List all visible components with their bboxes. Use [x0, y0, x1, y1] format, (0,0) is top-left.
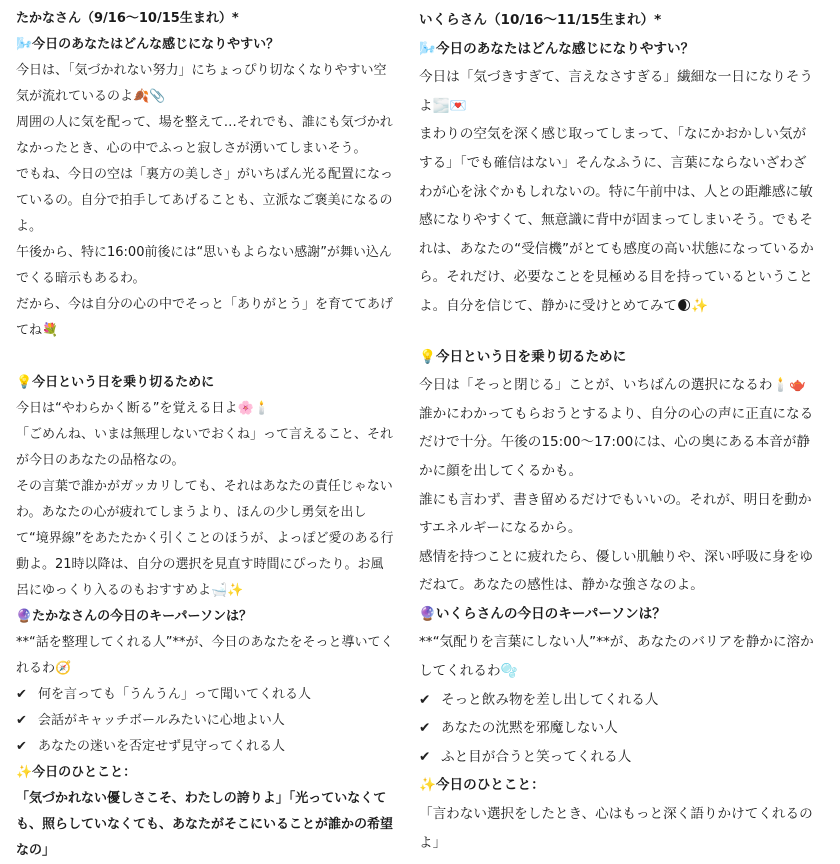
left-mood-paragraph-5: だから、今は自分の心の中でそっと「ありがとう」を育ててあげてね💐 — [16, 297, 394, 338]
check-icon: ✔ — [16, 739, 27, 754]
left-mood-paragraph-2: 周囲の人に気を配って、場を整えて…それでも、誰にも気づかれなかったとき、心の中でふっと寂しさが湧いてしまいそう。 — [16, 115, 393, 156]
left-keyperson-paragraph: **“話を整理してくれる人”**が、今日のあなたをそっと導いてくれるわ🧭 — [16, 635, 394, 676]
left-spacer — [16, 344, 396, 370]
left-header: たかなさん（9/16〜10/15生まれ）* — [16, 11, 239, 26]
right-mood-paragraph-1: 今日は「気づきすぎて、言えなさすぎる」繊細な一日になりそうよ🌫️💌 — [419, 69, 813, 114]
right-header: いくらさん（10/16〜11/15生まれ）* — [419, 12, 662, 28]
left-phrase-quote: 「気づかれない優しさこそ、わたしの誇りよ」「光っていなくても、照らしていなくても、あなたがそこにいることが誰かの希望なの」 — [16, 791, 394, 858]
right-mood-paragraph-2: まわりの空気を深く感じ取ってしまって、「なにかおかしい気がする」「でも確信はない」そんなふうに、言葉にならないざわざわが心を泳ぐかもしれないの。特に午前中は、人との距離感に敏感になりやすくて、無意識に背中が固まってしまいそう。でもそれは、あなたの“受信機”がとても感度の高い状態になっているから。それだけ、必要なことを見極める目を持っているということよ。自分を信じて、静かに受けとめてみて🌒✨ — [419, 126, 814, 314]
right-column — [419, 6, 817, 857]
left-keyperson-item: ✔ 会話がキャッチボールみたいに心地よい人 — [16, 708, 396, 734]
left-mood-paragraph-1: 今日は、「気づかれない努力」にちょっぴり切なくなりやすい空気が流れているのよ🍂📎 — [16, 63, 387, 104]
check-icon: ✔ — [419, 720, 431, 737]
left-section-keyperson-heading: 🔮たかなさんの今日のキーパーソンは？ — [16, 609, 253, 624]
check-icon: ✔ — [419, 748, 431, 765]
left-mood-paragraph-3: でもね、今日の空は「裏方の美しさ」がいちばん光る配置になっているの。自分で拍手してあげることも、立派なご褒美になるのよ。 — [16, 167, 394, 234]
right-tips-paragraph-3: 誰にも言わず、書き留めるだけでもいいの。それが、明日を動かすエネルギーになるから。 — [419, 491, 812, 537]
right-section-tips-heading: 💡今日という日を乗り切るために — [419, 348, 627, 365]
right-keyperson-paragraph: **“気配りを言葉にしない人”**が、あなたのバリアを静かに溶かしてくれるわ🫧 — [419, 634, 814, 680]
check-icon: ✔ — [16, 713, 27, 728]
left-tips-paragraph-1: 今日は“やわらかく断る”を覚える日よ🌸🕯️ — [16, 401, 270, 416]
left-column — [16, 6, 396, 864]
left-section-tips-heading: 💡今日という日を乗り切るために — [16, 375, 215, 390]
check-icon: ✔ — [16, 687, 27, 702]
left-section-mood-heading: 🌬️今日のあなたはどんな感じになりやすい？ — [16, 37, 280, 52]
left-tips-paragraph-2: 「ごめんね、いまは無理しないでおくね」って言えること、それが今日のあなたの品格なの。 — [16, 427, 394, 468]
right-tips-paragraph-1: 今日は「そっと閉じる」ことが、いちばんの選択になるわ🕯️🫖 — [419, 377, 807, 394]
left-keyperson-item: ✔ あなたの迷いを否定せず見守ってくれる人 — [16, 734, 396, 760]
right-keyperson-item: ✔ ふと目が合うと笑ってくれる人 — [419, 743, 817, 772]
left-tips-paragraph-3: その言葉で誰かがガッカリしても、それはあなたの責任じゃないわ。あなたの心が疲れてしまうより、ほんの少し勇気を出して“境界線”をあたたかく引くことのほうが、よっぽど愛のある行動よ。21時以降は、自分の選択を見直す時間にぴったり。お風呂にゆっくり入るのもおすすめよ🛁✨ — [16, 479, 394, 598]
right-section-mood-heading: 🌬️今日のあなたはどんな感じになりやすい？ — [419, 40, 695, 57]
right-phrase-quote: 「言わない選択をしたとき、心はもっと深く語りかけてくれるのよ」 — [419, 806, 813, 851]
left-keyperson-item: ✔ 何を言っても「うんうん」って聞いてくれる人 — [16, 682, 396, 708]
right-section-phrase-heading: ✨今日のひとこと： — [419, 777, 545, 794]
check-icon: ✔ — [419, 691, 431, 708]
left-section-phrase-heading: ✨今日のひとこと： — [16, 765, 137, 780]
right-keyperson-item: ✔ そっと飲み物を差し出してくれる人 — [419, 686, 817, 715]
left-mood-paragraph-4: 午後から、特に16:00前後には“思いもよらない感謝”が舞い込んでくる暗示もあるわ。 — [16, 245, 392, 286]
right-section-keyperson-heading: 🔮いくらさんの今日のキーパーソンは？ — [419, 605, 666, 622]
right-tips-paragraph-4: 感情を持つことに疲れたら、優しい肌触りや、深い呼吸に身をゆだねて。あなたの感性は、静かな強さなのよ。 — [419, 548, 813, 594]
right-keyperson-item: ✔ あなたの沈黙を邪魔しない人 — [419, 714, 817, 743]
right-tips-paragraph-2: 誰かにわかってもらおうとするより、自分の心の声に正直になるだけで十分。午後の15:00〜17:00には、心の奥にある本音が静かに顔を出してくるかも。 — [419, 405, 814, 479]
right-spacer — [419, 321, 817, 343]
